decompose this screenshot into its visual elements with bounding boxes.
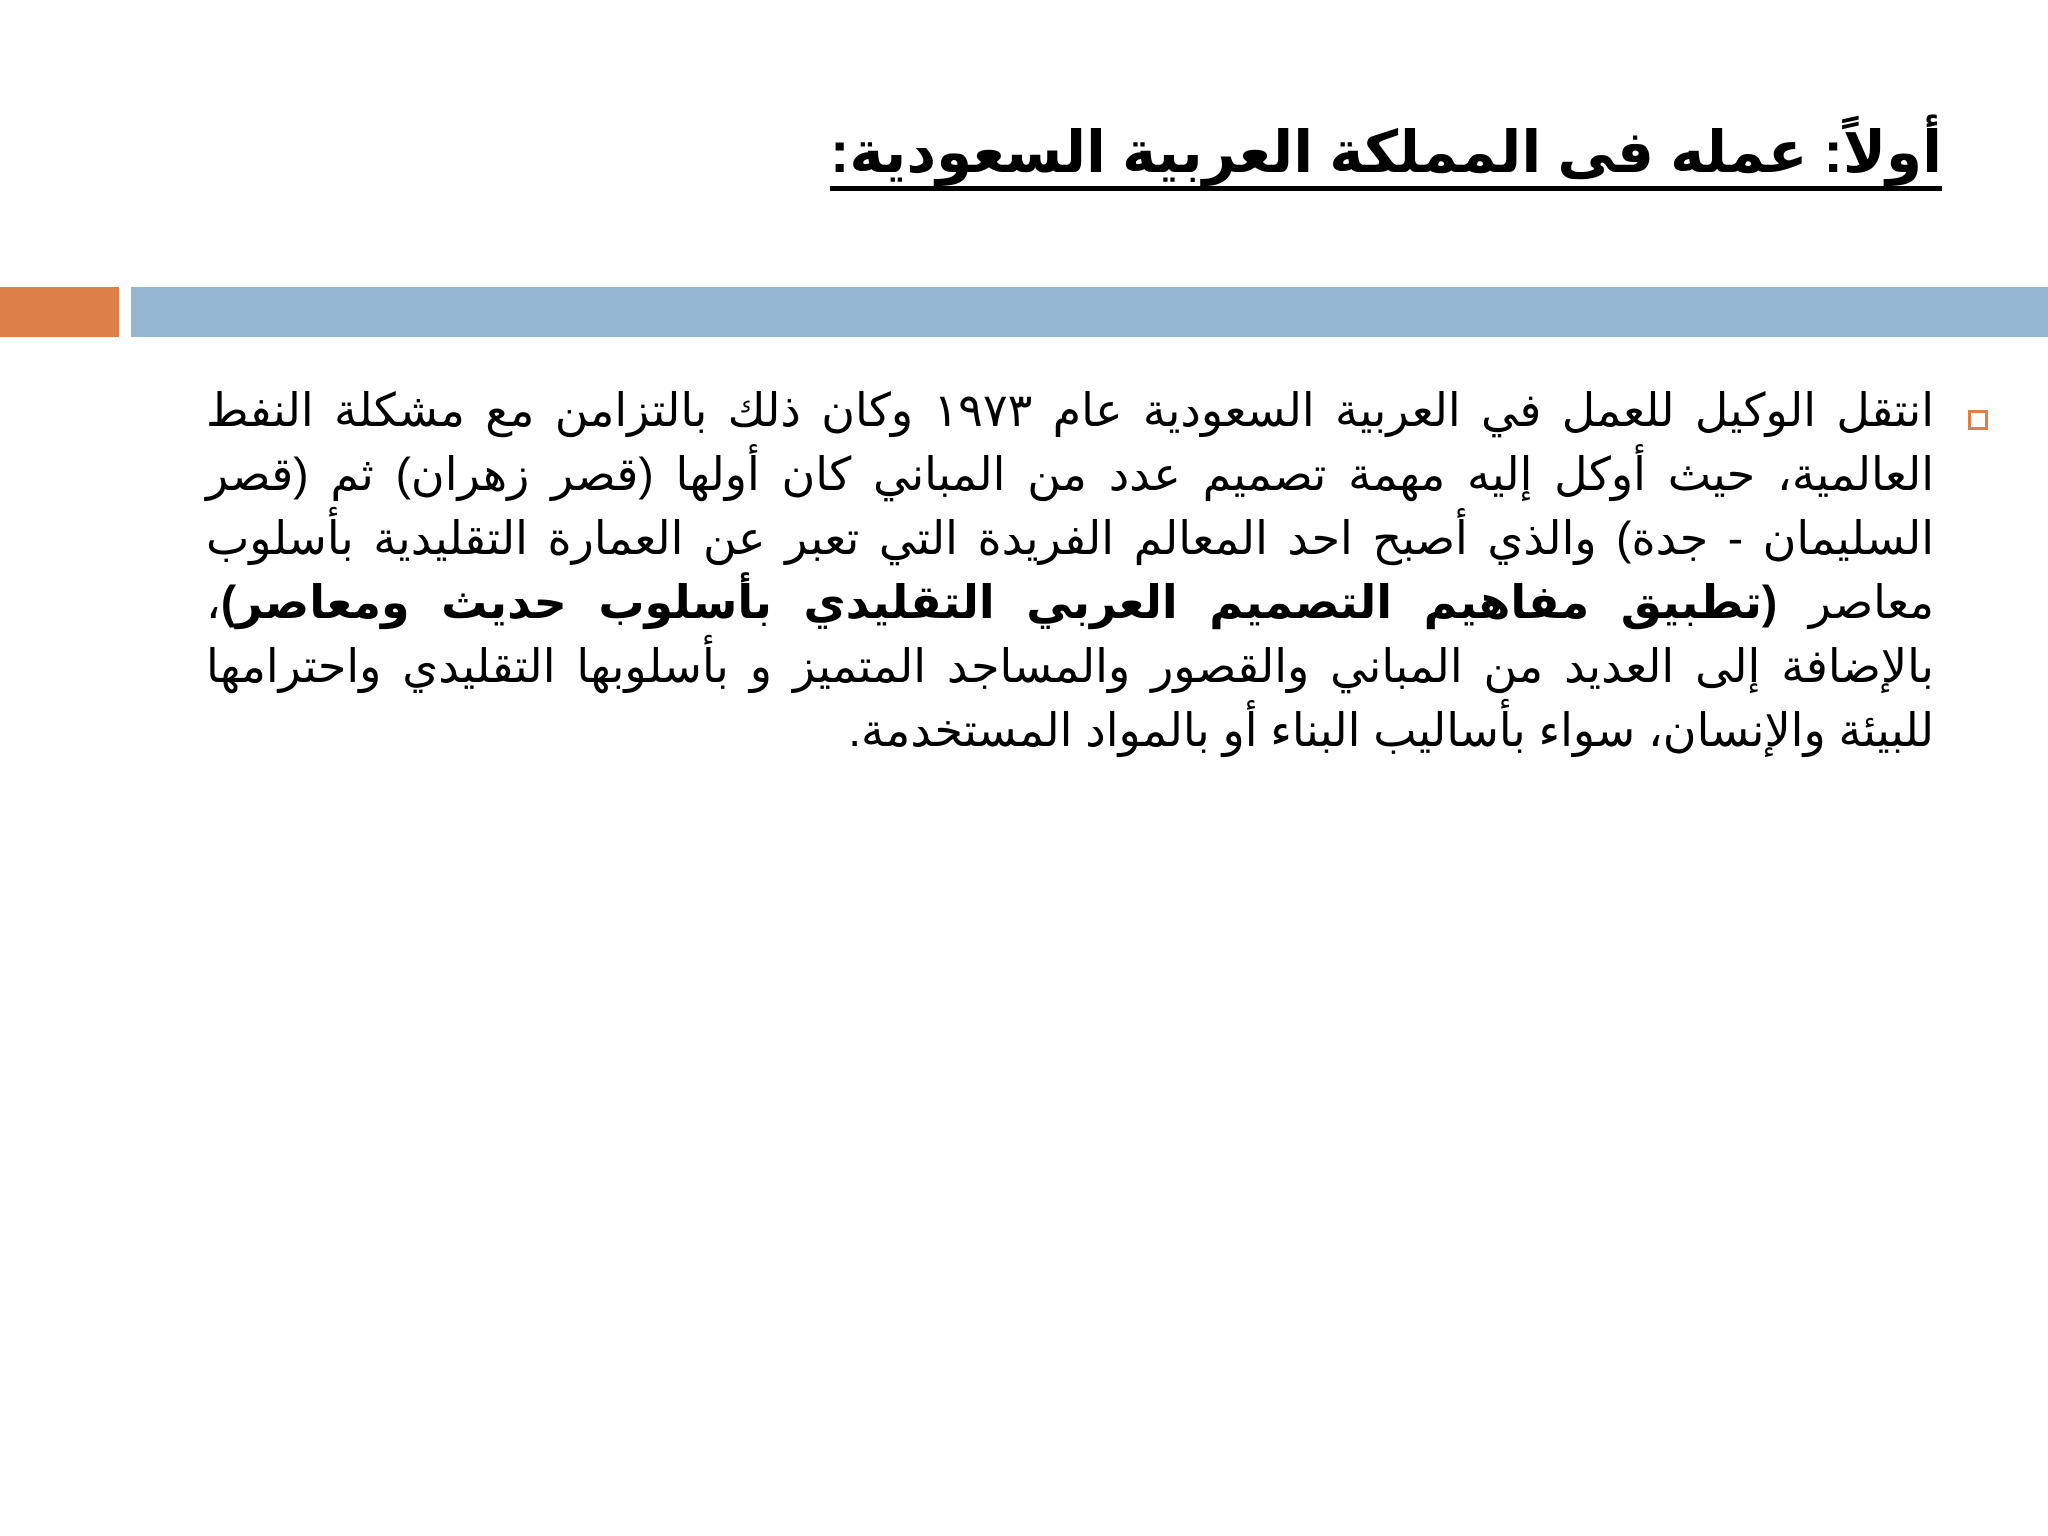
slide-title: أولاً: عمله فى المملكة العربية السعودية:: [830, 120, 1942, 185]
slide-content: [100, 378, 1988, 762]
hollow-square-bullet-icon: [1968, 410, 1988, 430]
title-divider-accent-blue: [131, 287, 2048, 337]
bullet-text-regular-end: ، بالإضافة إلى العديد من المباني والقصور والمساجد المتميز و بأسلوبها التقليدي واحترامها للبيئة والإنسان، سواء بأساليب البناء أو بالمواد المستخدمة.: [206, 576, 1934, 756]
title-divider-accent-orange: [0, 287, 119, 337]
bullet-text-regular-start: انتقل الوكيل للعمل في العربية السعودية عام ١٩٧٣ وكان ذلك بالتزامن مع مشكلة النفط العالمية، حيث أوكل إليه مهمة تصميم عدد من المباني كان أولها (قصر زهران) ثم (قصر السليمان - جدة) والذي أصبح احد المعالم الفريدة التي تعبر عن العمارة التقليدية بأسلوب معاصر: [206, 384, 1935, 628]
bullet-paragraph: [206, 378, 1934, 762]
bullet-text-bold-emphasis: (تطبيق مفاهيم التصميم العربي التقليدي بأسلوب حديث ومعاصر): [220, 576, 1778, 628]
bullet-item: [100, 378, 1988, 762]
